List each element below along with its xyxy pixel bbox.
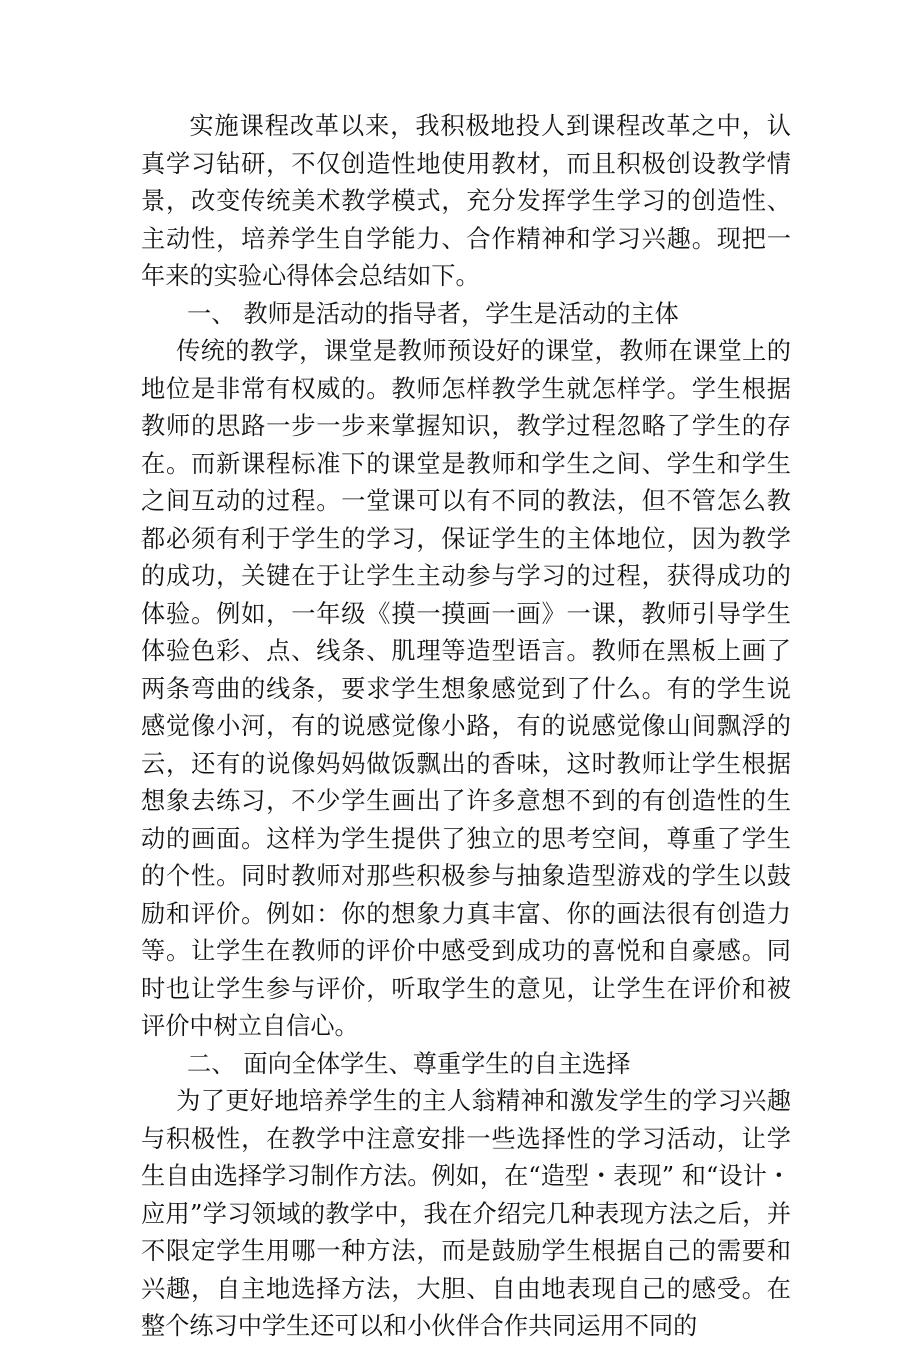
section-2-paragraph: 为了更好地培养学生的主人翁精神和激发学生的学习兴趣与积极性，在教学中注意安排一些选择性的学习活动，让学生自由选择学习制作方法。例如，在“造型・表现” 和“设计・应用”学习领域的教学中，我在介绍完几种表现方法之后，并不限定学生用哪一种方法，而是鼓励学生根据自己的需要和兴趣，自主地选择方法，大胆、自由地表现自己的感受。在整个练习中学生还可以和小伙伴合作共同运用不同的 (141, 1087, 791, 1340)
intro-paragraph: 实施课程改革以来，我积极地投人到课程改革之中，认真学习钻研，不仅创造性地使用教材，而且积极创设教学情景，改变传统美术教学模式，充分发挥学生学习的创造性、主动性，培养学生自学能力、合作精神和学习兴趣。现把一年来的实验心得体会总结如下。 (141, 112, 791, 290)
section-heading-2 (141, 1046, 791, 1084)
section-heading-2-text: 面向全体学生、尊重学生的自主选择 (243, 1049, 631, 1078)
section-heading-2-number: 二、 (187, 1049, 236, 1078)
document-page (141, 108, 791, 1346)
section-1-paragraph: 传统的教学，课堂是教师预设好的课堂，教师在课堂上的地位是非常有权威的。教师怎样教学生就怎样学。学生根据教师的思路一步一步来掌握知识，教学过程忽略了学生的存在。而新课程标准下的课堂是教师和学生之间、学生和学生之间互动的过程。一堂课可以有不同的教法，但不管怎么教都必须有利于学生的学习，保证学生的主体地位，因为教学的成功，关键在于让学生主动参与学习的过程，获得成功的体验。例如，一年级《摸一摸画一画》一课，教师引导学生体验色彩、点、线条、肌理等造型语言。教师在黑板上画了两条弯曲的线条，要求学生想象感觉到了什么。有的学生说感觉像小河，有的说感觉像小路，有的说感觉像山间飘浮的云，还有的说像妈妈做饭飘出的香味，这时教师让学生根据想象去练习，不少学生画出了许多意想不到的有创造性的生动的画面。这样为学生提供了独立的思考空间，尊重了学生的个性。同时教师对那些积极参与抽象造型游戏的学生以鼓励和评价。例如：你的想象力真丰富、你的画法很有创造力等。让学生在教师的评价中感受到成功的喜悦和自豪感。同时也让学生参与评价，听取学生的意见，让学生在评价和被评价中树立自信心。 (141, 337, 791, 1040)
section-heading-1 (141, 296, 791, 334)
section-heading-1-text: 教师是活动的指导者，学生是活动的主体 (243, 299, 679, 328)
section-heading-1-number: 一、 (187, 299, 236, 328)
